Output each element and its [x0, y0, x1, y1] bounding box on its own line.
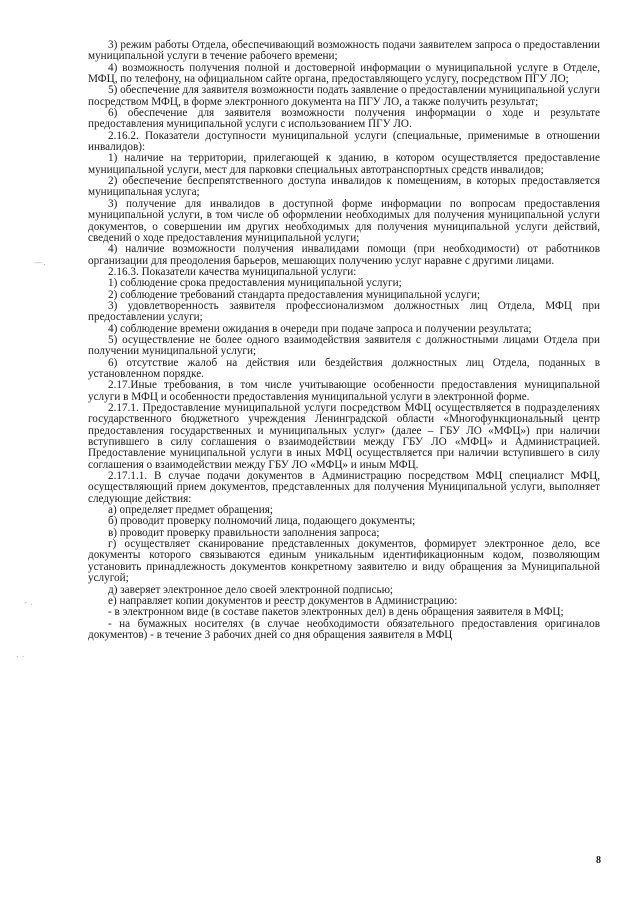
- paragraph: д) заверяет электронное дело своей электронной подписью;: [108, 583, 394, 596]
- paragraph: 2.16.2. Показатели доступности муниципальной услуги (специальные, применимые в отношении инвалидов):: [88, 129, 600, 154]
- paragraph: - в электронном виде (в составе пакетов электронных дел) в день обращения заявителя в МФЦ;: [108, 606, 564, 619]
- paragraph: в) проводит проверку правильности заполнения запроса;: [108, 526, 380, 539]
- page-number: 8: [596, 855, 601, 866]
- paragraph: 1) наличие на территории, прилегающей к зданию, в котором осуществляется предоставление муниципальной услуги, мест для парковки специальных автотранспортных средств инвалидов;: [88, 152, 600, 176]
- paragraph: 2.17.1. Предоставление муниципальной услуги посредством МФЦ осуществляется в подразделениях государственного бюджетного учреждения Ленинградской области «Многофункциональный центр предоставления государственных и муниципальных услуг» (далее – ГБУ ЛО «МФЦ») при наличии вступившего в силу соглашения о взаимодействии между ГБУ ЛО «МФЦ» и Администрацией. Предоставление муниципальной услуги в иных МФЦ осуществляется при наличии вступившего в силу соглашения о взаимодействии между ГБУ ЛО «МФЦ» и иным МФЦ.: [88, 402, 600, 471]
- paragraph: 2.16.3. Показатели качества муниципальной услуги:: [108, 265, 357, 278]
- paragraph: 5) обеспечение для заявителя возможности подать заявление о предоставлении муниципальной услуги посредством МФЦ, в форме электронного документа на ПГУ ЛО, а также получить результат;: [88, 84, 600, 108]
- paragraph: - на бумажных носителях (в случае необходимости обязательного предоставления оригиналов документов) - в течение 3 рабочих дней со дня обращения заявителя в МФЦ: [88, 617, 600, 641]
- paragraph: а) определяет предмет обращения;: [108, 504, 273, 517]
- paragraph: 4) соблюдение времени ожидания в очереди при подаче запроса и получении результата;: [108, 322, 532, 335]
- paragraph: 1) соблюдение срока предоставления муниципальной услуги;: [108, 277, 402, 290]
- paragraph: 6) отсутствие жалоб на действия или бездействия должностных лиц Отдела, поданных в установленном порядке.: [88, 356, 600, 380]
- paragraph: 6) обеспечение для заявителя возможности получения информации о ходе и результате предоставления муниципальной услуги с использованием ПГУ ЛО.: [88, 107, 600, 131]
- paragraph: 2.17.Иные требования, в том числе учитывающие особенности предоставления муниципальной услуги в МФЦ и особенности предоставления муниципальной услуги в электронной форме.: [88, 379, 600, 403]
- paragraph: 4) наличие возможности получения инвалидами помощи (при необходимости) от работников организации для преодоления барьеров, мешающих получению услуг наравне с другими лицами.: [88, 243, 600, 267]
- paragraph: 2.17.1.1. В случае подачи документов в Администрацию посредством МФЦ специалист МФЦ, осуществляющий прием документов, представленных для получения Муниципальной услуги, выполняет следующие действия:: [88, 470, 600, 505]
- paragraph: 2) соблюдение требований стандарта предоставления муниципальной услуги;: [108, 288, 481, 301]
- scan-mark: —.: [34, 258, 46, 268]
- paragraph: 3) удовлетворенность заявителя профессионализмом должностных лиц Отдела, МФЦ при предоставлении услуги;: [88, 299, 600, 324]
- paragraph: 3) получение для инвалидов в доступной форме информации по вопросам предоставления муниципальной услуги, в том числе об оформлении необходимых для получения муниципальной услуги документов, о совершении им других необходимых для получения муниципальной услуги действий, сведений о ходе предоставления муниципальной услуги;: [88, 197, 600, 244]
- scan-mark: . .: [16, 650, 25, 660]
- paragraph: 4) возможность получения полной и достоверной информации о муниципальной услуге в Отделе, МФЦ, по телефону, на официальном сайте органа, предоставляющего услугу, посредством ПГУ ЛО;: [88, 61, 600, 86]
- paragraph: г) осуществляет сканирование представленных документов, формирует электронное дело, все документы которого связываются единым уникальным идентификационным кодом, позволяющим установить принадлежность документов конкретному заявителю и виду обращения за Муниципальной услугой;: [88, 538, 600, 585]
- body-text: [88, 40, 600, 641]
- paragraph: е) направляет копии документов и реестр документов в Администрацию:: [108, 594, 458, 607]
- paragraph: 3) режим работы Отдела, обеспечивающий возможность подачи заявителем запроса о предоставлении муниципальной услуги в течение рабочего времени;: [88, 39, 600, 63]
- scan-mark: - .: [24, 598, 33, 608]
- paragraph: 5) осуществление не более одного взаимодействия заявителя с должностными лицами Отдела при получении муниципальной услуги;: [88, 333, 600, 358]
- paragraph: 2) обеспечение беспрепятственного доступа инвалидов к помещениям, в которых предоставляется муниципальная услуга;: [88, 175, 600, 199]
- paragraph: б) проводит проверку полномочий лица, подающего документы;: [108, 515, 416, 528]
